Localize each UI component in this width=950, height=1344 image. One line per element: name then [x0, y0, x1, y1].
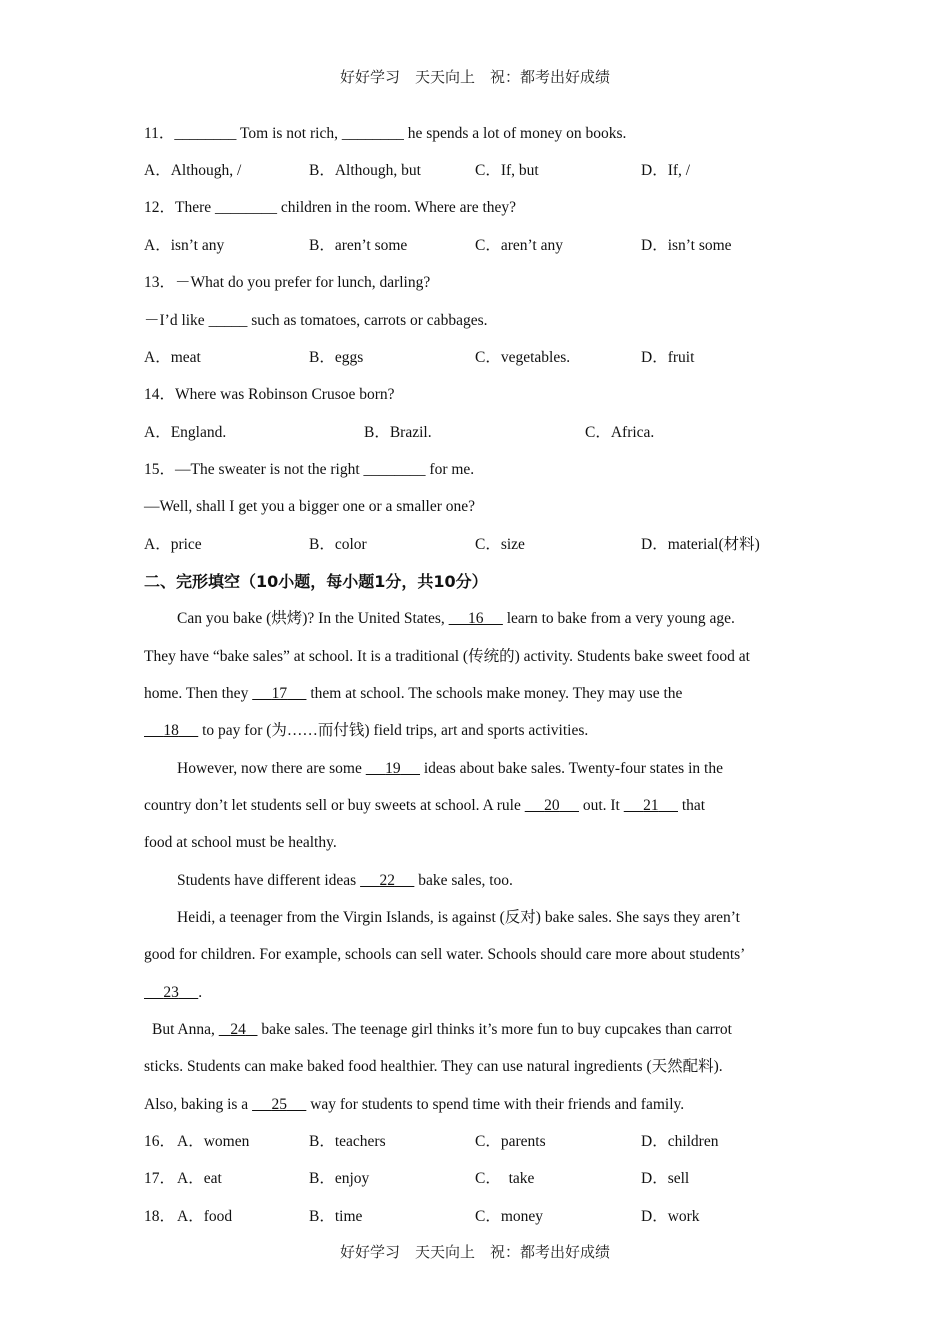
option-c: C．If, but: [475, 162, 539, 179]
option-c: C．vegetables.: [475, 349, 571, 366]
page-footer: 好好学习 天天向上 祝：都考出好成绩: [339, 1243, 610, 1261]
passage-text: .: [198, 984, 203, 1001]
passage-line: [144, 682, 814, 706]
option-d: D．children: [641, 1133, 719, 1150]
question-number: 17．: [144, 1170, 176, 1187]
question-12-options: [144, 234, 814, 258]
passage-text: out. It: [578, 797, 624, 814]
blank-number: 17: [271, 685, 288, 702]
option-b: B．teachers: [309, 1133, 386, 1150]
question-16-options: [144, 1130, 814, 1154]
option-b: B．Brazil.: [364, 424, 432, 441]
option-a: A．price: [144, 536, 202, 553]
passage-line: [144, 1093, 814, 1117]
blank-number: 18: [163, 722, 179, 739]
passage-line: [144, 981, 814, 1005]
option-a: A．women: [177, 1133, 250, 1150]
option-b: B．enjoy: [309, 1170, 370, 1187]
passage-text: Also, baking is a: [144, 1096, 253, 1113]
option-d: D．isn’t some: [641, 237, 732, 254]
blank-25: [252, 1096, 306, 1113]
option-d: D．sell: [641, 1170, 690, 1187]
passage-text: country don’t let students sell or buy sweets at school. A rule: [144, 797, 525, 814]
option-a: A．isn’t any: [144, 237, 225, 254]
question-18-options: [144, 1205, 814, 1229]
blank-number: 19: [385, 760, 401, 777]
passage-text: bake sales, too.: [414, 872, 513, 889]
question-number: 18．: [144, 1208, 176, 1225]
passage-line: Heidi, a teenager from the Virgin Islands, is against (反对) bake sales. She says they aren’t: [177, 909, 740, 926]
blank-20: [525, 797, 579, 814]
section-heading-cloze: 二、完形填空（10小题，每小题1分，共10分）: [144, 572, 488, 591]
question-11-options: [144, 159, 814, 183]
option-a: A．eat: [177, 1170, 222, 1187]
passage-text: learn to bake from a very young age.: [502, 610, 735, 627]
blank-23: [144, 984, 198, 1001]
option-c: C．Africa.: [585, 424, 655, 441]
option-c: C．parents: [475, 1133, 546, 1150]
question-13-line2: －I’d like _____ such as tomatoes, carrots or cabbages.: [144, 312, 488, 329]
passage-line: [144, 719, 814, 743]
question-15-line2: —Well, shall I get you a bigger one or a smaller one?: [144, 498, 476, 515]
question-11-stem: 11．________ Tom is not rich, ________ he spends a lot of money on books.: [144, 125, 627, 142]
option-b: B．color: [309, 536, 367, 553]
blank-22: [360, 872, 414, 889]
option-d: D．work: [641, 1208, 700, 1225]
blank-18: [144, 722, 198, 739]
option-d: D．fruit: [641, 349, 695, 366]
passage-line: [152, 1018, 822, 1042]
passage-line: good for children. For example, schools can sell water. Schools should care more about students’: [144, 946, 746, 963]
option-b: B．time: [309, 1208, 363, 1225]
option-c: C．size: [475, 536, 525, 553]
option-b: B．Although, but: [309, 162, 421, 179]
passage-text: way for students to spend time with their friends and family.: [306, 1096, 685, 1113]
passage-text: them at school. The schools make money. They may use the: [306, 685, 683, 702]
passage-text: But Anna,: [152, 1021, 219, 1038]
blank-21: [624, 797, 678, 814]
option-a: A．England.: [144, 424, 227, 441]
page-header: 好好学习 天天向上 祝：都考出好成绩: [339, 68, 610, 86]
blank-number: 23: [163, 984, 179, 1001]
passage-line: They have “bake sales” at school. It is a traditional (传统的) activity. Students bake sweet food at: [144, 648, 750, 665]
blank-number: 21: [643, 797, 659, 814]
question-14-stem: 14．Where was Robinson Crusoe born?: [144, 386, 395, 403]
blank-19: [366, 760, 420, 777]
option-b: B．eggs: [309, 349, 364, 366]
option-a: A．food: [177, 1208, 233, 1225]
option-c: C．aren’t any: [475, 237, 563, 254]
question-15-options: [144, 533, 814, 557]
question-14-options: [144, 421, 814, 445]
question-13-stem: 13．－What do you prefer for lunch, darling?: [144, 274, 431, 291]
passage-text: However, now there are some: [177, 760, 366, 777]
question-17-options: [144, 1167, 814, 1191]
passage-text: to pay for (为……而付钱) field trips, art and sports activities.: [198, 722, 589, 739]
option-d: D．If, /: [641, 162, 691, 179]
blank-number: 22: [379, 872, 395, 889]
blank-number: 20: [544, 797, 560, 814]
passage-line: [177, 607, 847, 631]
question-13-options: [144, 346, 814, 370]
passage-text: ideas about bake sales. Twenty-four states in the: [420, 760, 723, 777]
option-c: C．money: [475, 1208, 544, 1225]
passage-text: that: [678, 797, 706, 814]
passage-line: sticks. Students can make baked food healthier. They can use natural ingredients (天然配料).: [144, 1058, 723, 1075]
passage-line: [177, 869, 847, 893]
passage-text: Can you bake (烘烤)? In the United States,: [177, 610, 449, 627]
passage-text: bake sales. The teenage girl thinks it’s more fun to buy cupcakes than carrot: [257, 1021, 732, 1038]
option-c: C． take: [475, 1170, 535, 1187]
passage-text: Students have different ideas: [177, 872, 361, 889]
question-number: 16．: [144, 1133, 176, 1150]
option-d: D．material(材料): [641, 536, 760, 553]
question-15-stem: 15．—The sweater is not the right ________ for me.: [144, 461, 475, 478]
blank-24: [219, 1021, 258, 1038]
passage-line: [144, 794, 814, 818]
passage-line: [177, 757, 847, 781]
passage-line: food at school must be healthy.: [144, 834, 337, 851]
blank-number: 24: [230, 1021, 246, 1038]
option-a: A．Although, /: [144, 162, 242, 179]
blank-number: 16: [468, 610, 484, 627]
blank-16: [449, 610, 503, 627]
blank-number: 25: [271, 1096, 287, 1113]
question-12-stem: 12．There ________ children in the room. Where are they?: [144, 199, 517, 216]
option-b: B．aren’t some: [309, 237, 408, 254]
option-a: A．meat: [144, 349, 201, 366]
passage-text: home. Then they: [144, 685, 253, 702]
blank-17: [252, 685, 306, 702]
